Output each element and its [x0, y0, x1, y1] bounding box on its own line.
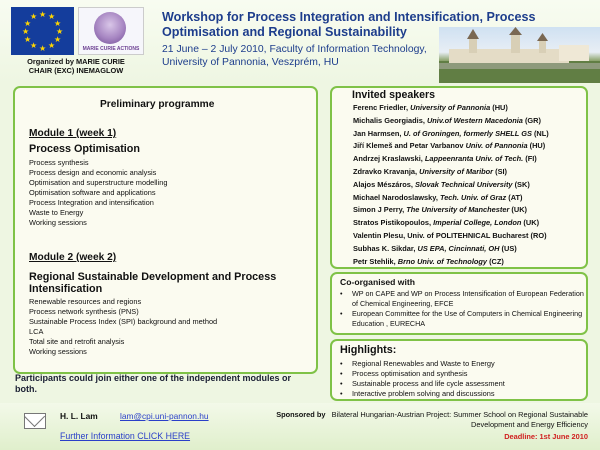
speaker-row	[353, 256, 588, 269]
list-item: Working sessions	[29, 218, 87, 227]
list-item: • Regional Renewables and Waste to Energy	[340, 359, 585, 369]
highlights-list	[340, 359, 585, 399]
further-information-link[interactable]: Further Information CLICK HERE	[60, 431, 191, 441]
veszprem-castle-photo	[439, 27, 600, 83]
speaker-name: Andrzej Kraslawski,	[353, 154, 425, 164]
speaker-country: (SK)	[512, 179, 530, 189]
speaker-name: Ferenc Friedler,	[353, 103, 411, 112]
speaker-country: (RO)	[528, 230, 547, 240]
mail-envelope-icon[interactable]	[24, 413, 46, 429]
speaker-country: (AT)	[506, 192, 523, 202]
module1-title: Process Optimisation	[29, 143, 141, 155]
list-item: • WP on CAPE and WP on Process Intensification of European Federation of Chemical Engineering, EFCE	[340, 289, 585, 309]
module2-title: Regional Sustainable Development and Process Intensification	[29, 271, 277, 295]
speaker-row	[353, 230, 588, 243]
castle-illustration	[439, 27, 600, 83]
marie-curie-logo	[78, 7, 144, 55]
speaker-row	[353, 243, 588, 256]
speaker-name: Stratos Pistikopoulos,	[353, 218, 434, 228]
highlights-panel	[330, 339, 588, 401]
list-item: • European Committee for the Use of Computers in Chemical Engineering Education , EURECHA	[340, 309, 585, 329]
speaker-row	[353, 153, 588, 166]
participants-note: Participants could join either one of the independent modules or both.	[15, 373, 292, 394]
speaker-row	[353, 115, 588, 128]
marie-curie-portrait-icon	[94, 12, 126, 44]
speaker-country: (UK)	[521, 218, 540, 228]
coorganised-panel	[330, 272, 588, 335]
speaker-country: (CZ)	[487, 256, 504, 266]
speaker-row	[353, 128, 588, 141]
sponsor-note	[256, 410, 588, 430]
speaker-name: Michael Narodoslawsky,	[353, 192, 440, 202]
list-item: Working sessions	[29, 347, 87, 356]
speaker-row	[353, 179, 588, 192]
speakers-list	[353, 102, 588, 268]
speaker-affiliation: Tech. Univ. of Graz	[439, 192, 507, 202]
list-item: • Sustainable process and life cycle assessment	[340, 379, 585, 389]
speaker-name: Valentin Plesu, Univ. of POLITEHNICAL Bucharest	[353, 230, 529, 240]
sponsor-label: Sponsored by	[276, 410, 326, 419]
list-item: Process network synthesis (PNS)	[29, 307, 139, 316]
speaker-row	[353, 217, 588, 230]
speaker-affiliation: Imperial College, London	[433, 218, 522, 228]
module2-topics	[29, 297, 217, 357]
list-item: Process design and economic analysis	[29, 168, 157, 177]
workshop-title: Workshop for Process Integration and Intensification, Process Optimisation and Regional Sustainability	[162, 10, 536, 39]
list-item: LCA	[29, 327, 44, 336]
list-item: • Interactive problem solving and discussions	[340, 389, 585, 399]
speakers-panel	[330, 86, 588, 269]
list-item: Optimisation and superstructure modelling	[29, 178, 168, 187]
organizer-label	[2, 57, 150, 75]
speaker-row	[353, 102, 588, 115]
list-item: • Process optimisation and synthesis	[340, 369, 585, 379]
speaker-country: (US)	[499, 243, 517, 253]
speaker-affiliation: University of Maribor	[419, 166, 494, 176]
speaker-affiliation: Univ.of Western Macedonia	[426, 115, 523, 125]
coorganised-list	[340, 289, 585, 329]
list-item: Sustainable Process Index (SPI) background and method	[29, 317, 218, 326]
speaker-name: Zdravko Kravanja,	[353, 166, 420, 176]
organizer-line1: Organized by MARIE CURIE	[27, 57, 125, 66]
speaker-name: Jiří Klemeš and Petar Varbanov	[353, 141, 466, 151]
speaker-country: (HU)	[527, 141, 546, 151]
speaker-row	[353, 140, 588, 153]
highlights-heading: Highlights:	[340, 344, 397, 356]
speaker-row	[353, 166, 588, 179]
speaker-country: (HU)	[490, 103, 508, 112]
speaker-country: (UK)	[509, 205, 528, 215]
list-item: Process Integration and intensification	[29, 198, 154, 207]
speaker-name: Alajos Mészáros,	[353, 179, 416, 189]
coorganised-heading: Co-organised with	[340, 277, 415, 287]
speaker-name: Michalis Georgiadis,	[353, 115, 427, 125]
deadline-note: Deadline: 1st June 2010	[504, 432, 588, 441]
speaker-affiliation: Slovak Technical University	[415, 179, 513, 189]
programme-panel	[13, 86, 318, 374]
speaker-affiliation: US EPA, Cincinnati, OH	[417, 243, 500, 253]
speaker-row	[353, 192, 588, 205]
speaker-country: (NL)	[531, 128, 549, 138]
speaker-name: Jan Harmsen,	[353, 128, 404, 138]
speaker-name: Petr Stehlik,	[353, 256, 398, 266]
speaker-affiliation: U. of Groningen, formerly SHELL GS	[403, 128, 532, 138]
speaker-affiliation: Brno Univ. of Technology	[397, 256, 488, 266]
speaker-affiliation: Lappeenranta Univ. of Tech.	[424, 154, 524, 164]
list-item: Renewable resources and regions	[29, 297, 142, 306]
module1-week: Module 1 (week 1)	[29, 128, 117, 139]
contact-name: H. L. Lam	[60, 411, 98, 421]
organizer-line2: CHAIR (EXC) INEMAGLOW	[28, 66, 124, 75]
list-item: Process synthesis	[29, 158, 89, 167]
eu-flag-logo: ★ ★ ★ ★ ★ ★ ★ ★ ★ ★ ★ ★	[11, 7, 74, 55]
list-item: Waste to Energy	[29, 208, 84, 217]
module2-week: Module 2 (week 2)	[29, 252, 117, 263]
programme-heading: Preliminary programme	[100, 99, 215, 110]
speaker-country: (GR)	[522, 115, 541, 125]
speaker-country: (FI)	[523, 154, 537, 164]
workshop-dates-venue: 21 June – 2 July 2010, Faculty of Information Technology, University of Pannonia, Veszprém, HU	[162, 44, 427, 68]
speaker-affiliation: Univ. of Pannonia	[465, 141, 528, 151]
list-item: Total site and retrofit analysis	[29, 337, 125, 346]
list-item: Optimisation software and applications	[29, 188, 156, 197]
sponsor-text: Bilateral Hungarian-Austrian Project: Summer School on Regional Sustainable Development and Energy Efficiency	[331, 410, 588, 429]
speaker-country: (SI)	[493, 166, 508, 176]
speaker-row	[353, 204, 588, 217]
speaker-name: Simon J Perry,	[353, 205, 407, 215]
speakers-heading: Invited speakers	[352, 89, 436, 101]
contact-email-link[interactable]: lam@cpi.uni-pannon.hu	[120, 411, 209, 421]
speaker-name: Subhas K. Sikdar,	[353, 243, 418, 253]
speaker-affiliation: University of Pannonia	[410, 103, 491, 112]
module1-topics	[29, 158, 167, 228]
speaker-affiliation: The University of Manchester	[406, 205, 510, 215]
marie-curie-logo-text: MARIE CURIE ACTIONS	[82, 46, 140, 52]
